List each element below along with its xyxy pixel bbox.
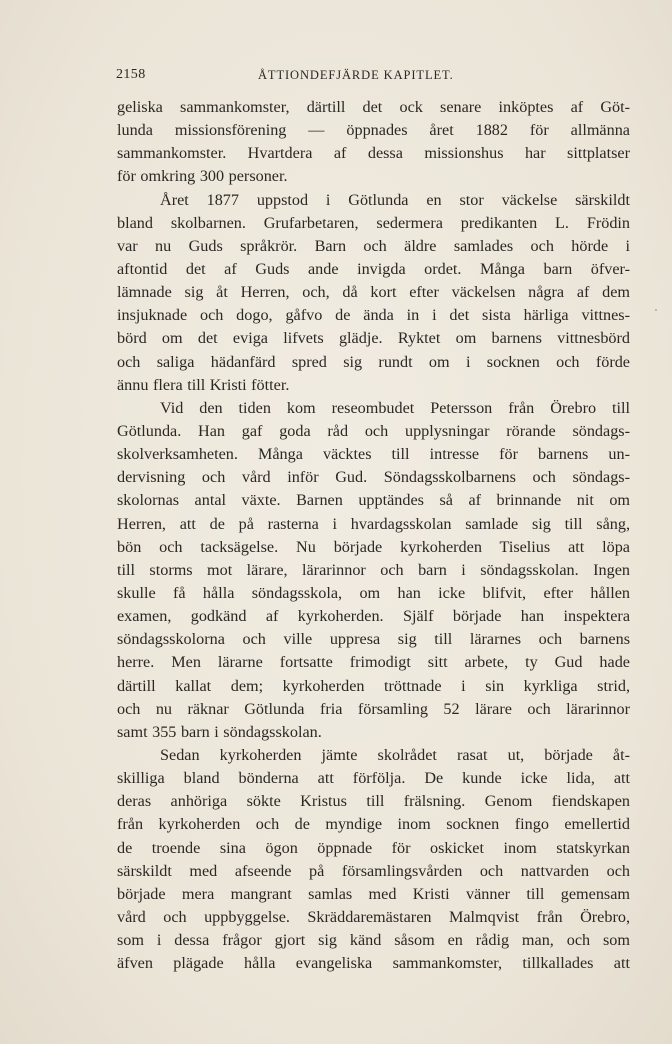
text-line: särskildt med afseende på församlingsvården och nattvarden och xyxy=(117,861,630,880)
text-line: dervisning och vård inför Gud. Söndagsskolbarnens och söndags- xyxy=(117,468,630,487)
body-text xyxy=(117,96,630,975)
text-line: och nu räknar Götlunda fria församling 52 lärare och lärarinnor xyxy=(117,699,630,718)
text-line: insjuknade och dogo, gåfvo de ända in i det sista härliga vittnes- xyxy=(117,306,630,325)
text-line: skolornas antal växte. Barnen upptändes så af brinnande nit om xyxy=(117,491,630,510)
text-line: Vid den tiden kom reseombudet Petersson från Örebro till xyxy=(160,398,630,417)
text-line: geliska sammankomster, därtill det ock senare inköptes af Göt- xyxy=(117,98,630,116)
text-line: och saliga hädanfärd spred sig rundt om i socknen och förde xyxy=(117,352,630,371)
text-line: deras anhöriga sökte Kristus till frälsning. Genom fiendskapen xyxy=(117,792,630,811)
text-line: examen, godkänd af kyrkoherden. Själf började han inspektera xyxy=(117,607,630,626)
text-line: bland skolbarnen. Grufarbetaren, sedermera predikanten L. Frödin xyxy=(117,213,630,232)
text-line: Herren, att de på rasterna i hvardagsskolan samlade sig till sång, xyxy=(117,514,630,533)
text-line: därtill kallat dem; kyrkoherden tröttnade i sin kyrkliga strid, xyxy=(117,676,630,695)
text-line: skolverksamheten. Många väcktes till intresse för barnens un- xyxy=(117,445,630,464)
text-line: från kyrkoherden och de myndige inom socknen fingo emellertid xyxy=(117,815,630,834)
text-line: började mera mangrant samlas med Kristi vänner till gemensam xyxy=(117,884,630,903)
text-line: börd om det eviga lifvets glädje. Ryktet om barnens vittnesbörd xyxy=(117,329,630,348)
text-line: Sedan kyrkoherden jämte skolrådet rasat ut, började åt- xyxy=(160,745,630,764)
text-line: äfven plägade hålla evangeliska sammankomster, tillkallades att xyxy=(117,954,630,973)
paper-speck xyxy=(655,309,657,311)
text-line: lunda missionsförening — öppnades året 1882 för allmänna xyxy=(117,121,630,140)
text-line: för omkring 300 personer. xyxy=(117,167,288,186)
text-line: Götlunda. Han gaf goda råd och upplysningar rörande söndags- xyxy=(117,421,630,440)
text-line: ännu flera till Kristi fötter. xyxy=(117,375,290,394)
page-header xyxy=(116,67,630,87)
text-line: de troende sina ögon öppnade för oskicket inom statskyrkan xyxy=(117,838,630,857)
text-line: herre. Men lärarne fortsatte frimodigt sitt arbete, ty Gud hade xyxy=(117,653,630,672)
text-line: bön och tacksägelse. Nu började kyrkoherden Tiselius att löpa xyxy=(117,537,630,556)
running-head: ÅTTIONDEFJÄRDE KAPITLET. xyxy=(258,68,454,82)
text-line: aftontid det af Guds ande invigda ordet. Många barn öfver- xyxy=(117,259,630,278)
text-line: till storms mot lärare, lärarinnor och barn i söndagsskolan. Ingen xyxy=(117,560,630,579)
text-line: skulle få hålla söndagsskola, om han icke blifvit, efter hållen xyxy=(117,583,630,602)
text-line: Året 1877 uppstod i Götlunda en stor väckelse särskildt xyxy=(160,190,630,209)
text-line: vård och uppbyggelse. Skräddaremästaren Malmqvist från Örebro, xyxy=(117,907,630,926)
text-line: som i dessa frågor gjort sig känd såsom en rådig man, och som xyxy=(117,931,630,950)
text-line: skilliga bland bönderna att förfölja. De kunde icke lida, att xyxy=(117,769,630,788)
text-line: var nu Guds språkrör. Barn och äldre samlades och hörde i xyxy=(117,236,630,255)
text-line: lämnade sig åt Herren, och, då kort efter väckelsen några af dem xyxy=(117,283,630,302)
page-number: 2158 xyxy=(116,67,146,82)
text-line: samt 355 barn i söndagsskolan. xyxy=(117,722,322,741)
text-line: sammankomster. Hvartdera af dessa missionshus har sittplatser xyxy=(117,144,630,163)
text-line: söndagsskolorna och ville uppresa sig till lärarnes och barnens xyxy=(117,630,630,649)
